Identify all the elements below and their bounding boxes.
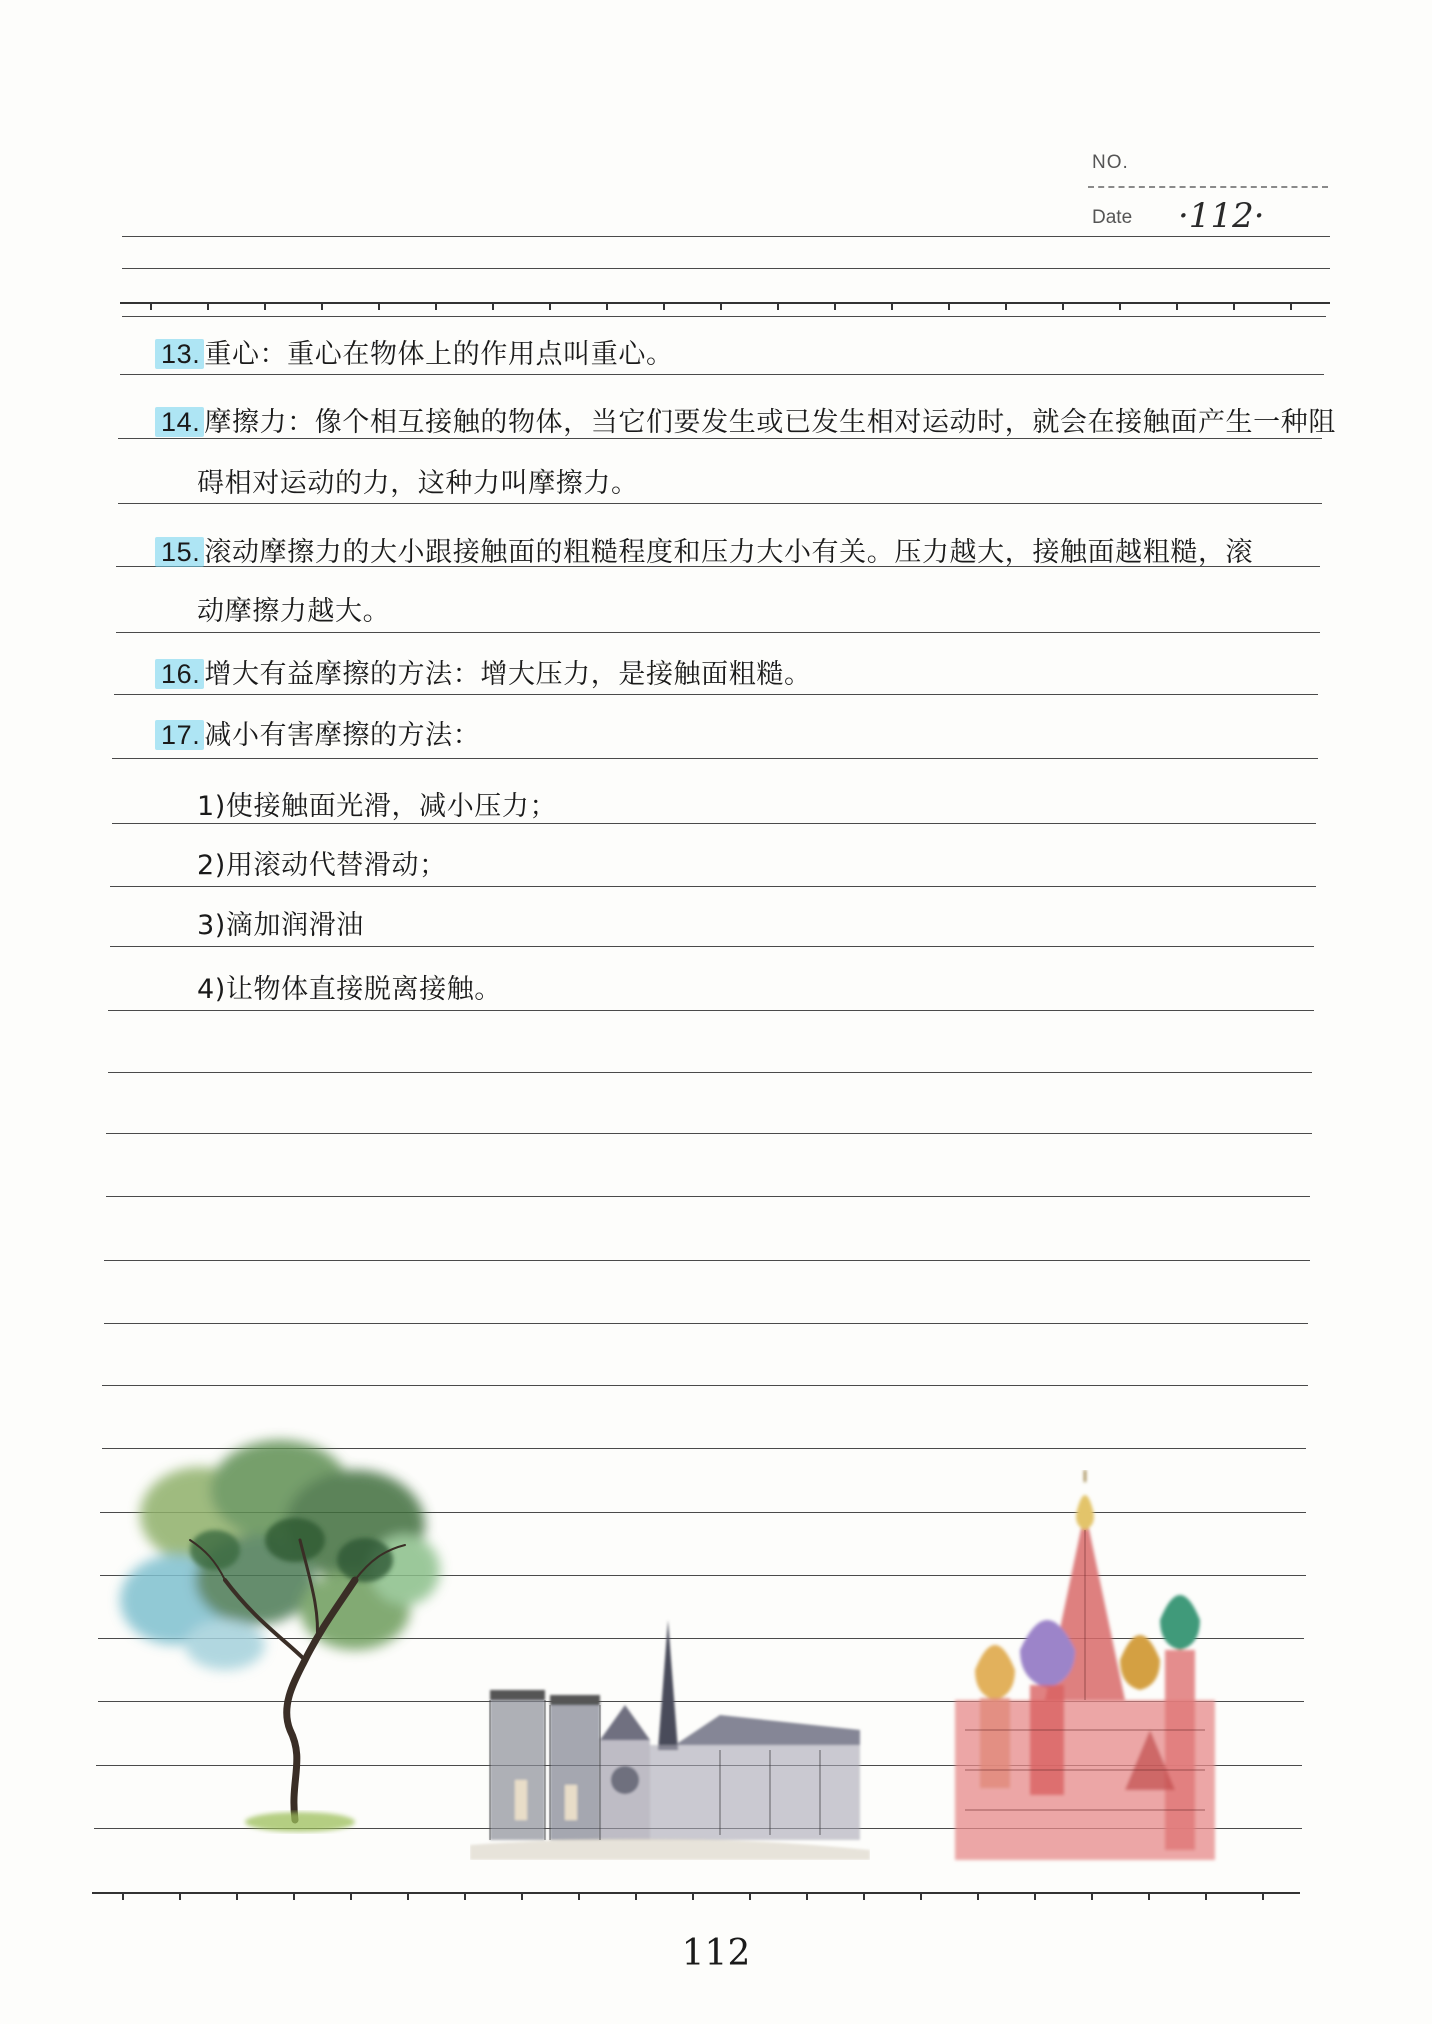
onion-dome-cathedral-illustration — [935, 1470, 1235, 1870]
note-text: 2)用滚动代替滑动； — [197, 850, 447, 881]
note-number: 13. — [155, 339, 204, 369]
note-text: 4)让物体直接脱离接触。 — [197, 974, 502, 1005]
tick-mark — [635, 1893, 637, 1900]
ruled-line — [118, 503, 1322, 504]
tick-mark — [920, 1893, 922, 1900]
note-item-4 — [197, 967, 502, 1006]
note-line-15-cont — [197, 589, 390, 628]
ruled-line — [106, 1133, 1312, 1134]
tick-mark — [207, 303, 209, 310]
tick-mark — [264, 303, 266, 310]
tick-mark — [236, 1893, 238, 1900]
gothic-cathedral-illustration — [470, 1610, 870, 1860]
tick-mark — [1148, 1893, 1150, 1900]
ruled-line — [112, 823, 1316, 824]
tick-mark — [663, 303, 665, 310]
tick-mark — [777, 303, 779, 310]
note-text: 增大有益摩擦的方法：增大压力，是接触面粗糙。 — [204, 659, 812, 690]
tick-mark — [692, 1893, 694, 1900]
tick-mark — [521, 1893, 523, 1900]
tick-mark — [293, 1893, 295, 1900]
ruled-line — [122, 268, 1330, 269]
tick-mark — [464, 1893, 466, 1900]
tick-mark — [150, 303, 152, 310]
tick-mark — [407, 1893, 409, 1900]
tick-mark — [378, 303, 380, 310]
tick-mark — [578, 1893, 580, 1900]
ticked-line — [92, 1892, 1300, 1894]
tick-mark — [834, 303, 836, 310]
ruled-line — [114, 694, 1318, 695]
note-number: 17. — [155, 720, 204, 750]
note-line-16 — [155, 652, 812, 691]
tick-mark — [720, 303, 722, 310]
note-text: 减小有害摩擦的方法： — [204, 720, 481, 751]
tick-mark — [1176, 303, 1178, 310]
tick-mark — [1062, 303, 1064, 310]
tick-mark — [1005, 303, 1007, 310]
note-line-14 — [155, 400, 1336, 439]
ruled-line — [102, 1385, 1308, 1386]
watercolor-tree-illustration — [105, 1420, 465, 1840]
tick-mark — [1233, 303, 1235, 310]
tick-mark — [806, 1893, 808, 1900]
ticked-line — [120, 302, 1330, 304]
tick-mark — [863, 1893, 865, 1900]
tick-mark — [948, 303, 950, 310]
date-label: Date — [1092, 207, 1133, 228]
ruled-line — [112, 758, 1318, 759]
note-text: 重心：重心在物体上的作用点叫重心。 — [204, 339, 674, 370]
note-text: 摩擦力：像个相互接触的物体，当它们要发生或已发生相对运动时，就会在接触面产生一种阻 — [204, 407, 1336, 438]
note-item-3 — [197, 903, 364, 942]
tick-mark — [122, 1893, 124, 1900]
note-item-1 — [197, 784, 557, 823]
ruled-line — [116, 632, 1320, 633]
ruled-line — [110, 886, 1316, 887]
tick-mark — [977, 1893, 979, 1900]
note-number: 16. — [155, 659, 204, 689]
note-text: 3)滴加润滑油 — [197, 910, 364, 941]
note-line-13 — [155, 332, 674, 371]
tick-mark — [891, 303, 893, 310]
ruled-line — [104, 1260, 1310, 1261]
tick-mark — [1205, 1893, 1207, 1900]
note-item-2 — [197, 843, 447, 882]
page-number: 112 — [681, 1933, 751, 1974]
note-number: 14. — [155, 407, 204, 437]
tick-mark — [435, 303, 437, 310]
ruled-line — [108, 1010, 1314, 1011]
note-text: 动摩擦力越大。 — [197, 596, 391, 627]
tick-mark — [1290, 303, 1292, 310]
note-text: 1)使接触面光滑，减小压力； — [197, 791, 558, 822]
tick-mark — [321, 303, 323, 310]
tick-mark — [1119, 303, 1121, 310]
tick-mark — [350, 1893, 352, 1900]
ruled-line — [106, 1196, 1310, 1197]
tick-mark — [1262, 1893, 1264, 1900]
date-value: ·112· — [1178, 196, 1265, 236]
ruled-line — [122, 236, 1330, 237]
note-number: 15. — [155, 537, 204, 567]
note-line-17 — [155, 713, 480, 752]
tick-mark — [749, 1893, 751, 1900]
no-label: NO. — [1092, 152, 1129, 173]
note-line-15 — [155, 530, 1253, 569]
tick-mark — [1034, 1893, 1036, 1900]
note-text: 碍相对运动的力，这种力叫摩擦力。 — [197, 468, 639, 499]
header-dashed-line — [1088, 186, 1328, 188]
ruled-line — [108, 1072, 1312, 1073]
tick-mark — [179, 1893, 181, 1900]
ruled-line — [122, 316, 1326, 317]
tick-mark — [1091, 1893, 1093, 1900]
note-line-14-cont — [197, 461, 639, 500]
ruled-line — [110, 946, 1314, 947]
note-text: 滚动摩擦力的大小跟接触面的粗糙程度和压力大小有关。压力越大，接触面越粗糙，滚 — [204, 537, 1254, 568]
tick-mark — [492, 303, 494, 310]
tick-mark — [606, 303, 608, 310]
ruled-line — [120, 374, 1324, 375]
tick-mark — [549, 303, 551, 310]
ruled-line — [104, 1323, 1308, 1324]
